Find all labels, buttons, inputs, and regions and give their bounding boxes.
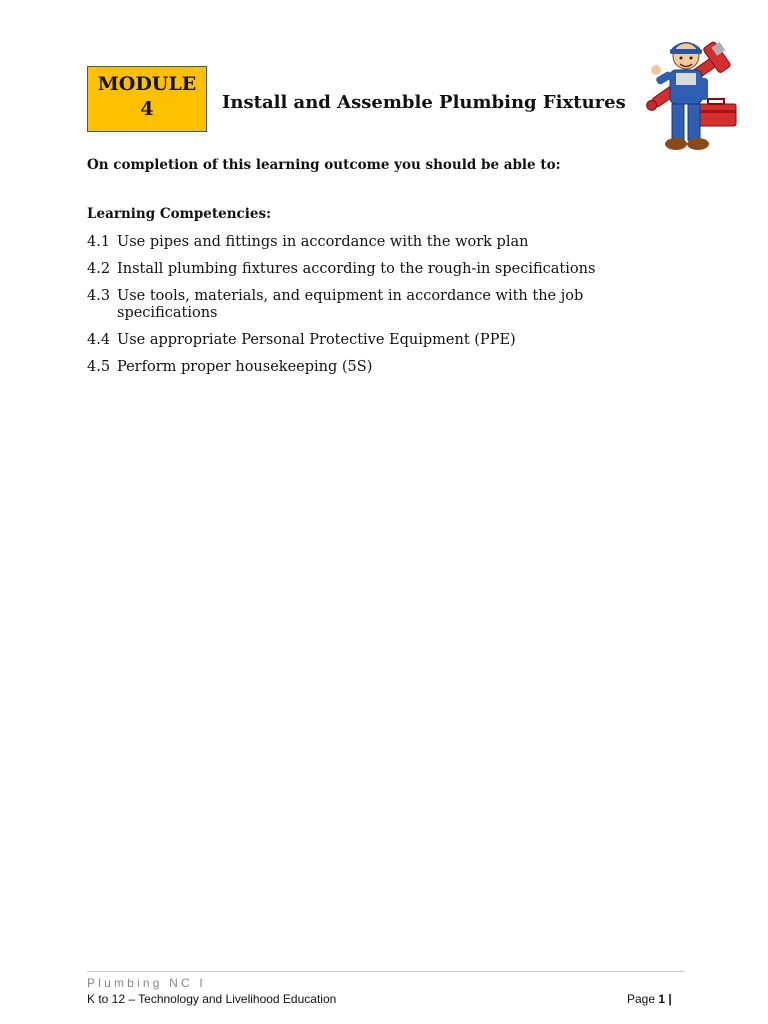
competency-text: Use pipes and fittings in accordance with the work plan [117,234,529,250]
competency-text: Use tools, materials, and equipment in accordance with the job specifications [117,288,584,321]
footer-program-name: Plumbing NC I [87,976,206,990]
competencies-heading: Learning Competencies: [87,206,272,222]
competency-text: Perform proper housekeeping (5S) [117,359,373,375]
competency-number: 4.2 [87,261,111,277]
module-badge [87,66,207,132]
list-item [87,261,627,278]
list-item [87,332,627,349]
footer-divider [87,971,684,972]
plumber-mascot-icon [626,18,742,158]
list-item [87,359,627,376]
competency-text: Install plumbing fixtures according to the rough-in specifications [117,261,596,277]
module-label: MODULE [97,73,197,95]
module-title: Install and Assemble Plumbing Fixtures [222,92,626,113]
page-separator: | [668,992,672,1006]
footer-course: K to 12 – Technology and Livelihood Education [87,992,337,1006]
page-number: 1 [658,992,666,1006]
competencies-list [87,234,627,376]
competency-text: Use appropriate Personal Protective Equipment (PPE) [117,332,516,348]
list-item [87,234,627,251]
learning-outcome-intro: On completion of this learning outcome you should be able to: [87,157,561,173]
competency-number: 4.5 [87,359,111,375]
page-indicator [627,992,672,1006]
competency-number: 4.4 [87,332,111,348]
page-label: Page [627,992,656,1006]
competency-number: 4.1 [87,234,111,250]
competency-number: 4.3 [87,288,111,304]
module-number: 4 [140,98,154,120]
list-item [87,288,627,322]
